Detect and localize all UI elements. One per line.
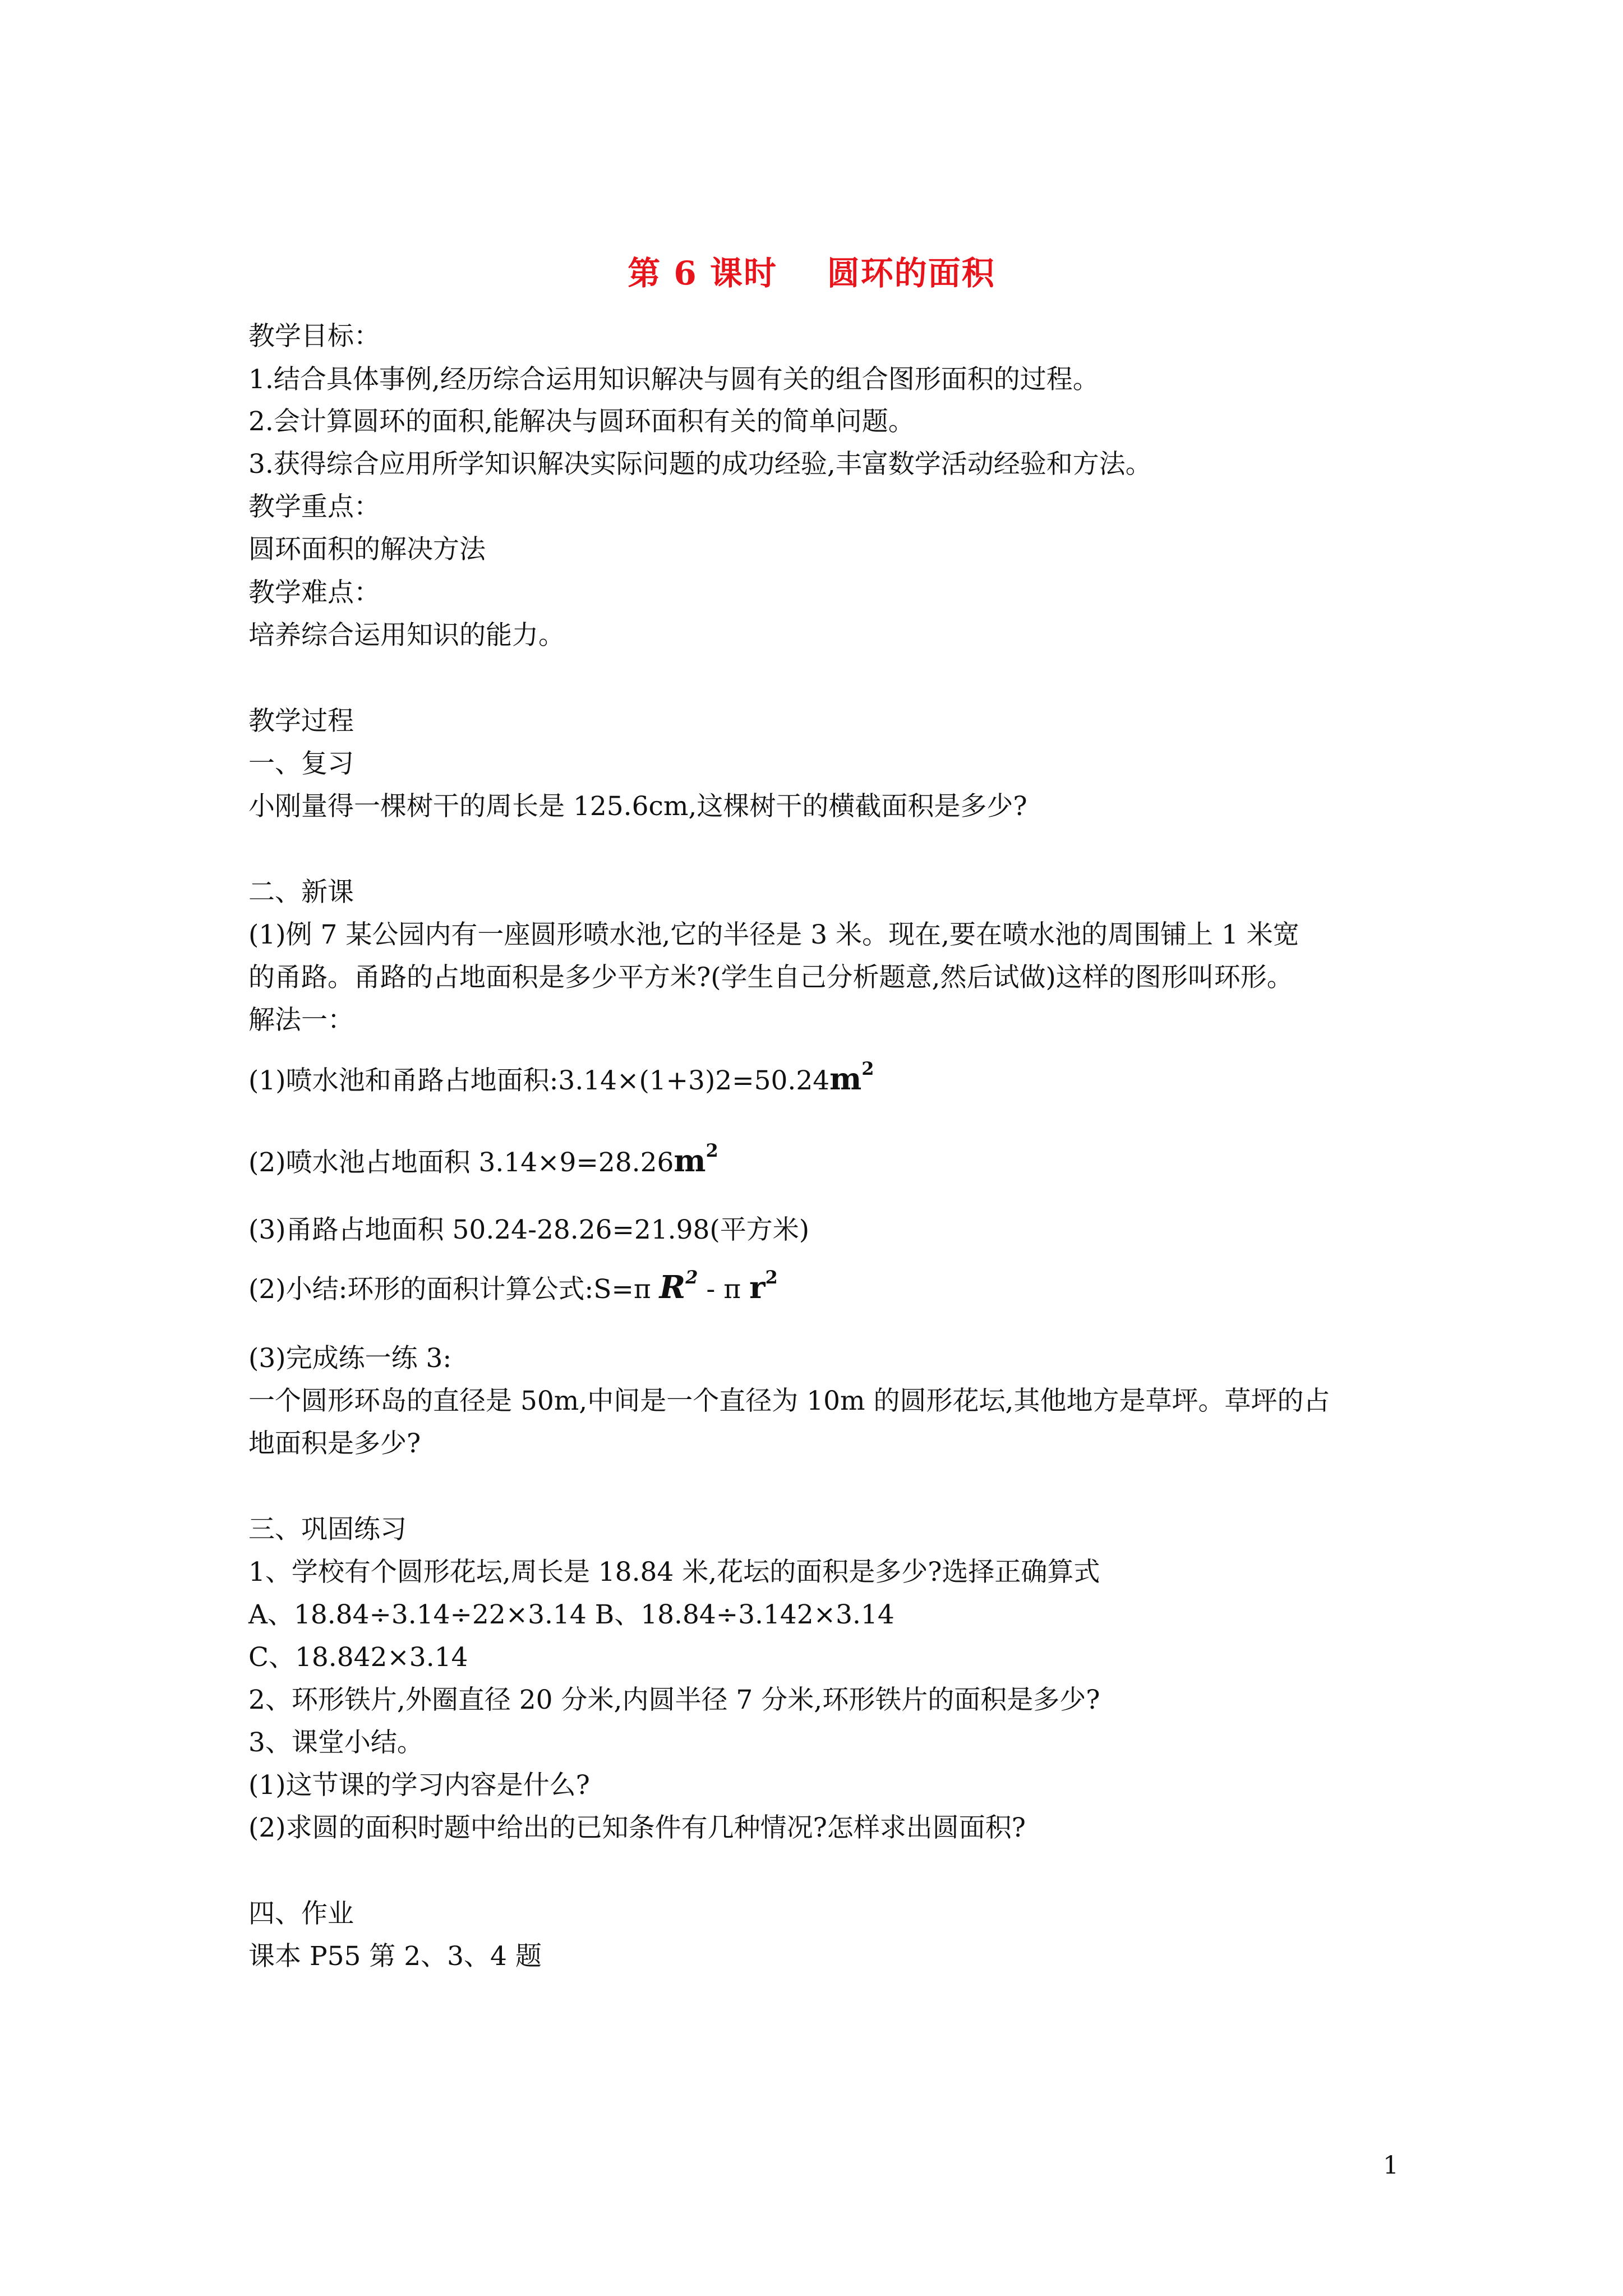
formula-r: r <box>749 1269 766 1305</box>
practice-line: 地面积是多少? <box>248 1428 421 1459</box>
practice-line: 一个圆形环岛的直径是 50m,中间是一个直径为 10m 的圆形花坛,其他地方是草坪。草坪的占 <box>248 1386 1330 1416</box>
superscript-2: 2 <box>706 1140 718 1161</box>
new-lesson-heading: 二、新课 <box>248 877 354 908</box>
solution-step-1 <box>248 1058 874 1100</box>
solution-step-2-text: (2)喷水池占地面积 3.14×9=28.26 <box>248 1147 674 1178</box>
process-heading: 教学过程 <box>248 706 354 737</box>
difficulty-text: 培养综合运用知识的能力。 <box>248 620 565 651</box>
difficulty-heading: 教学难点： <box>248 577 380 608</box>
area-formula-line <box>248 1267 778 1309</box>
superscript-2: 2 <box>861 1058 874 1079</box>
unit-square-meter <box>829 1058 874 1097</box>
superscript-2: 2 <box>685 1267 698 1288</box>
superscript-2: 2 <box>765 1267 778 1288</box>
objective-item: 2.会计算圆环的面积,能解决与圆环面积有关的简单问题。 <box>248 406 915 437</box>
homework-heading: 四、作业 <box>248 1898 354 1929</box>
formula-minus-pi: - π <box>698 1274 750 1305</box>
unit-square-meter <box>674 1140 718 1179</box>
example-line: 解法一： <box>248 1005 354 1036</box>
objective-item: 3.获得综合应用所学知识解决实际问题的成功经验,丰富数学活动经验和方法。 <box>248 449 1152 480</box>
practice-heading: (3)完成练一练 3: <box>248 1343 452 1374</box>
solution-step-1-text: (1)喷水池和甬路占地面积:3.14×(1+3)2=50.24 <box>248 1065 830 1096</box>
unit-m: m <box>829 1061 862 1097</box>
review-text: 小刚量得一棵树干的周长是 125.6cm,这棵树干的横截面积是多少? <box>248 791 1027 822</box>
page-title: 第 6 课时 圆环的面积 <box>628 254 995 292</box>
formula-R: R <box>659 1269 686 1306</box>
consolidation-heading: 三、巩固练习 <box>248 1514 407 1545</box>
consolidation-line: (2)求圆的面积时题中给出的已知条件有几种情况?怎样求出圆面积? <box>248 1812 1026 1843</box>
consolidation-line: A、18.84÷3.14÷22×3.14 B、18.84÷3.142×3.14 <box>248 1599 895 1630</box>
formula-inner-radius <box>749 1269 778 1305</box>
example-line: 的甬路。甬路的占地面积是多少平方米?(学生自己分析题意,然后试做)这样的图形叫环形。 <box>248 962 1293 993</box>
objectives-heading: 教学目标： <box>248 321 380 352</box>
consolidation-line: 2、环形铁片,外圈直径 20 分米,内圆半径 7 分米,环形铁片的面积是多少? <box>248 1685 1100 1715</box>
page-number: 1 <box>1383 2151 1399 2180</box>
homework-text: 课本 P55 第 2、3、4 题 <box>248 1941 542 1972</box>
summary-prefix: (2)小结:环形的面积计算公式:S=π <box>248 1274 651 1305</box>
consolidation-line: 3、课堂小结。 <box>248 1727 423 1758</box>
formula-outer-radius <box>660 1269 698 1306</box>
unit-m: m <box>674 1143 706 1179</box>
review-heading: 一、复习 <box>248 748 354 779</box>
consolidation-line: 1、学校有个圆形花坛,周长是 18.84 米,花坛的面积是多少?选择正确算式 <box>248 1557 1100 1588</box>
solution-step-2 <box>248 1140 718 1182</box>
consolidation-line: C、18.842×3.14 <box>248 1642 468 1673</box>
objective-item: 1.结合具体事例,经历综合运用知识解决与圆有关的组合图形面积的过程。 <box>248 364 1099 395</box>
solution-step-3: (3)甬路占地面积 50.24-28.26=21.98(平方米) <box>248 1214 810 1245</box>
key-point-text: 圆环面积的解决方法 <box>248 534 486 565</box>
consolidation-line: (1)这节课的学习内容是什么? <box>248 1770 590 1801</box>
example-line: (1)例 7 某公园内有一座圆形喷水池,它的半径是 3 米。现在,要在喷水池的周围铺上 1 米宽 <box>248 919 1299 950</box>
key-point-heading: 教学重点： <box>248 491 380 522</box>
